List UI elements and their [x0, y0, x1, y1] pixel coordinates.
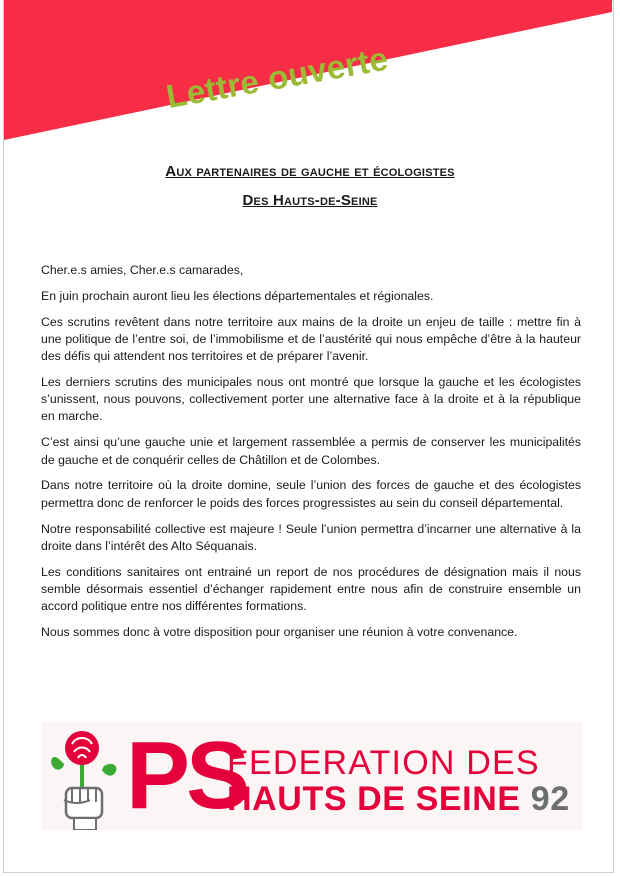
heading-line-1: Aux partenaires de gauche et écologistes — [165, 163, 455, 180]
federation-dept-number: 92 — [530, 780, 570, 818]
letter-paragraph: Dans notre territoire où la droite domine, seule l’union des forces de gauche et des écologistes permettra donc de renforcer le poids des forces progressistes au sein du conseil départemental. — [41, 478, 581, 510]
letter-paragraph: Notre responsabilité collective est majeure ! Seule l’union permettra d’incarner une alternative à la droite dans l’intérêt des Alto Séquanais. — [41, 521, 581, 553]
banner-title: Lettre ouverte — [163, 39, 391, 116]
letter-salutation: Cher.e.s amies, Cher.e.s camarades, — [41, 263, 244, 277]
letter-paragraph: Ces scrutins revêtent dans notre territoire aux mains de la droite un enjeu de taille : mettre fin à une politique de l’entre soi, de l’immobilisme et de l’austérité qui nous empêche d’être à la hauteur des défis qui attendent nos territoires et de préparer l’avenir. — [41, 314, 581, 364]
heading-line-2: Des Hauts-de-Seine — [242, 192, 378, 209]
federation-line-2 — [227, 782, 570, 816]
letter-paragraph: C’est ainsi qu’une gauche unie et largement rassemblée a permis de conserver les municipalités de gauche et de conquérir celles de Châtillon et de Colombes. — [41, 435, 581, 467]
letter-paragraph: Nous sommes donc à votre disposition pour organiser une réunion à votre convenance. — [41, 624, 518, 639]
federation-dept-name: HAUTS DE SEINE — [227, 780, 531, 818]
letter-paragraph: En juin prochain auront lieu les élections départementales et régionales. — [41, 288, 434, 303]
letter-paragraph: Les derniers scrutins des municipales nous ont montré que lorsque la gauche et les écologistes s’unissent, nous pouvons, collectivement porter une alternative face à la droite et à la république en marche. — [41, 375, 581, 424]
ps-federation-logo — [42, 722, 582, 830]
federation-line-1: FEDERATION DES — [227, 744, 540, 782]
letter-paragraph: Les conditions sanitaires ont entrainé un report de nos procédures de désignation mais il nous semble désormais essentiel d’échanger rapidement entre nous afin de construire ensemble un accord politique entre nos différentes formations. — [41, 564, 581, 614]
fist-and-rose-icon — [42, 722, 132, 830]
ps-initials: PS — [126, 722, 247, 829]
letter-body — [41, 262, 581, 650]
banner — [0, 0, 620, 150]
